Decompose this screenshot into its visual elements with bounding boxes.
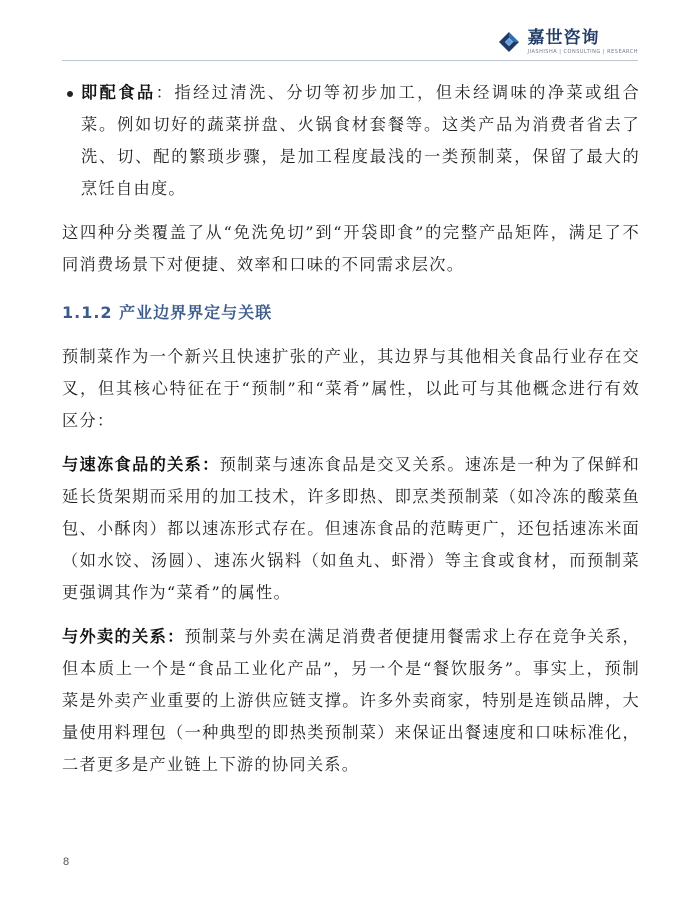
bullet-text: 指经过清洗、分切等初步加工，但未经调味的净菜或组合菜。例如切好的蔬菜拼盘、火锅食材套餐等。这类产品为消费者省去了洗、切、配的繁琐步骤，是加工程度最浅的一类预制菜，保留了最大的烹饪自由度。: [81, 83, 641, 198]
bullet-colon: ：: [155, 83, 175, 102]
company-logo: [496, 29, 638, 55]
intro-paragraph: 预制菜作为一个新兴且快速扩张的产业，其边界与其他相关食品行业存在交叉，但其核心特征在于“预制”和“菜肴”属性，以此可与其他概念进行有效区分：: [62, 347, 640, 430]
takeout-text: 预制菜与外卖在满足消费者便捷用餐需求上存在竞争关系，但本质上一个是“食品工业化产品”，另一个是“餐饮服务”。事实上，预制菜是外卖产业重要的上游供应链支撑。许多外卖商家，特别是连锁品牌，大量使用料理包（一种典型的即热类预制菜）来保证出餐速度和口味标准化，二者更多是产业链上下游的协同关系。: [62, 627, 640, 774]
frozen-food-term: 与速冻食品的关系：: [62, 455, 220, 474]
takeout-term: 与外卖的关系：: [62, 627, 185, 646]
document-body: [62, 70, 640, 781]
bullet-paragraph: [81, 77, 640, 205]
logo-mark-icon: [496, 29, 522, 55]
logo-tagline: JIASHISHA | CONSULTING | RESEARCH: [527, 48, 638, 55]
frozen-food-paragraph: [62, 449, 640, 609]
page-header: [0, 0, 700, 60]
page-number: 8: [63, 856, 70, 868]
header-divider: [62, 60, 638, 61]
frozen-food-text: 预制菜与速冻食品是交叉关系。速冻是一种为了保鲜和延长货架期而采用的加工技术，许多即热、即烹类预制菜（如冷冻的酸菜鱼包、小酥肉）都以速冻形式存在。但速冻食品的范畴更广，还包括速冻米面（如水饺、汤圆）、速冻火锅料（如鱼丸、虾滑）等主食或食材，而预制菜更强调其作为“菜肴”的属性。: [62, 455, 641, 602]
bullet-icon: [67, 91, 73, 97]
logo-name: 嘉世咨询: [527, 27, 600, 48]
section-heading: 1.1.2 产业边界界定与关联: [62, 303, 273, 322]
summary-paragraph: 这四种分类覆盖了从“免洗免切”到“开袋即食”的完整产品矩阵，满足了不同消费场景下对便捷、效率和口味的不同需求层次。: [62, 223, 640, 274]
list-item-ready-to-cook: [62, 77, 640, 205]
takeout-paragraph: [62, 621, 640, 781]
bullet-term: 即配食品: [81, 83, 156, 102]
